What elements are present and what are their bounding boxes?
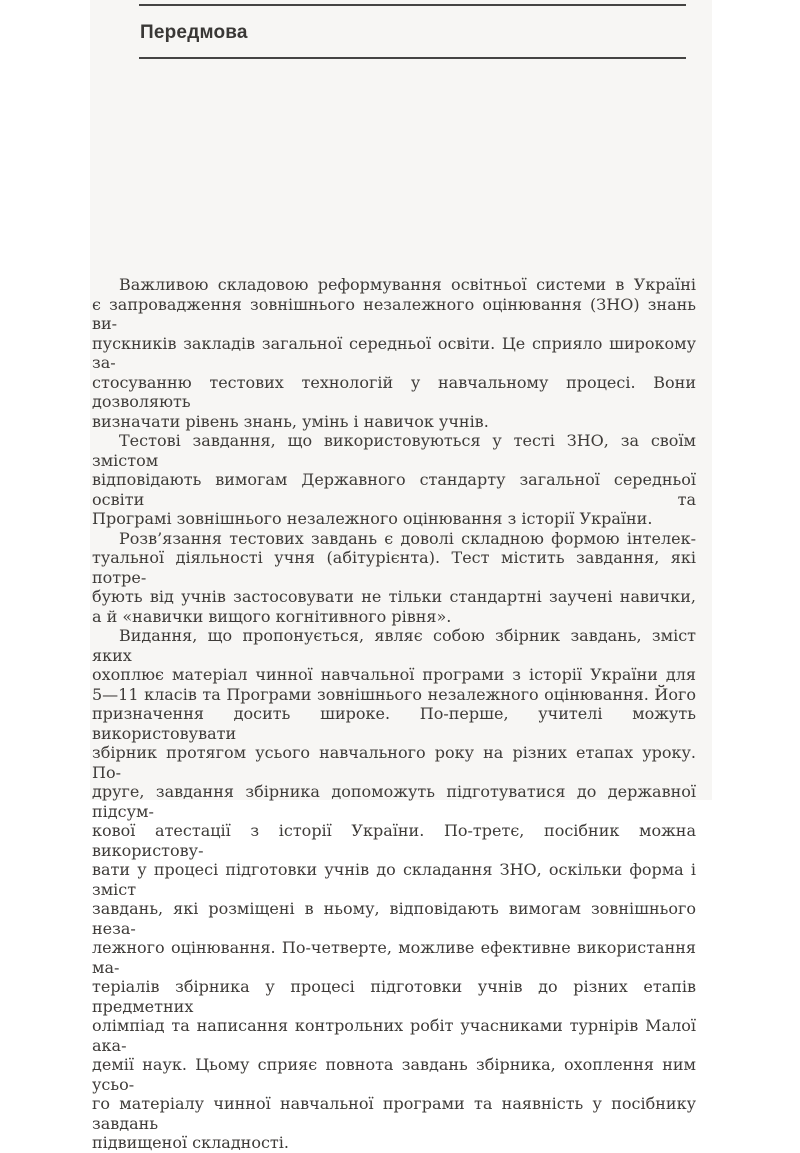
text-line: туальної діяльності учня (абітурієнта). Тест містить завдання, які потре- (92, 548, 696, 587)
page-title: Передмова (140, 22, 248, 43)
paragraph (92, 529, 696, 627)
text-line: збірник протягом усього навчального року на різних етапах уроку. По- (92, 743, 696, 782)
text-line: призначення досить широке. По-перше, учителі можуть використовувати (92, 704, 696, 743)
preface-body-text (92, 275, 696, 1153)
text-line: Важливою складовою реформування освітньої системи в Україні (119, 275, 696, 294)
text-line: демії наук. Цьому сприяє повнота завдань збірника, охоплення ним усьо- (92, 1055, 696, 1094)
text-line: стосуванню тестових технологій у навчальному процесі. Вони дозволяють (92, 372, 696, 411)
text-line: Видання, що пропонується, являє собою збірник завдань, зміст яких (92, 626, 696, 665)
text-line: кової атестації з історії України. По-третє, посібник можна використову- (92, 821, 696, 860)
text-line: а й «навички вищого когнітивного рівня». (92, 606, 452, 626)
text-line: друге, завдання збірника допоможуть підготуватися до державної підсум- (92, 782, 696, 821)
paragraph (92, 626, 696, 1153)
text-line: олімпіад та написання контрольних робіт учасниками турнірів Малої ака- (92, 1016, 696, 1055)
text-line: охоплює матеріал чинної навчальної програми з історії України для (92, 665, 696, 684)
chapter-header (139, 0, 686, 59)
text-line: бують від учнів застосовувати не тільки стандартні заучені навички, (92, 587, 696, 606)
text-line: 5—11 класів та Програми зовнішнього незалежного оцінювання. Його (92, 684, 696, 704)
text-line: вати у процесі підготовки учнів до складання ЗНО, оскільки форма і зміст (92, 860, 696, 899)
text-line: лежного оцінювання. По-четверте, можливе ефективне використання ма- (92, 938, 696, 977)
text-line: го матеріалу чинної навчальної програми та наявність у посібнику завдань (92, 1094, 696, 1133)
paragraph (92, 431, 696, 529)
text-line: Програмі зовнішнього незалежного оцінювання з історії України. (92, 509, 653, 528)
text-line: підвищеної складності. (92, 1133, 289, 1152)
text-line: визначати рівень знань, умінь і навичок учнів. (92, 411, 489, 431)
text-line: відповідають вимогам Державного стандарту загальної середньої освіти та (92, 470, 696, 509)
scanned-page (90, 0, 712, 1152)
text-line: теріалів збірника у процесі підготовки учнів до різних етапів предметних (92, 977, 696, 1016)
header-rule-bottom (139, 57, 686, 59)
text-line: Тестові завдання, що використовуються у тесті ЗНО, за своїм змістом (92, 431, 696, 470)
text-line: є запровадження зовнішнього незалежного оцінювання (ЗНО) знань ви- (92, 294, 696, 333)
paragraph (92, 275, 696, 431)
text-line: Розв’язання тестових завдань є доволі складною формою інтелек- (119, 528, 696, 548)
text-line: пускників закладів загальної середньої освіти. Це сприяло широкому за- (92, 333, 696, 372)
text-line: завдань, які розміщені в ньому, відповідають вимогам зовнішнього неза- (92, 899, 696, 938)
